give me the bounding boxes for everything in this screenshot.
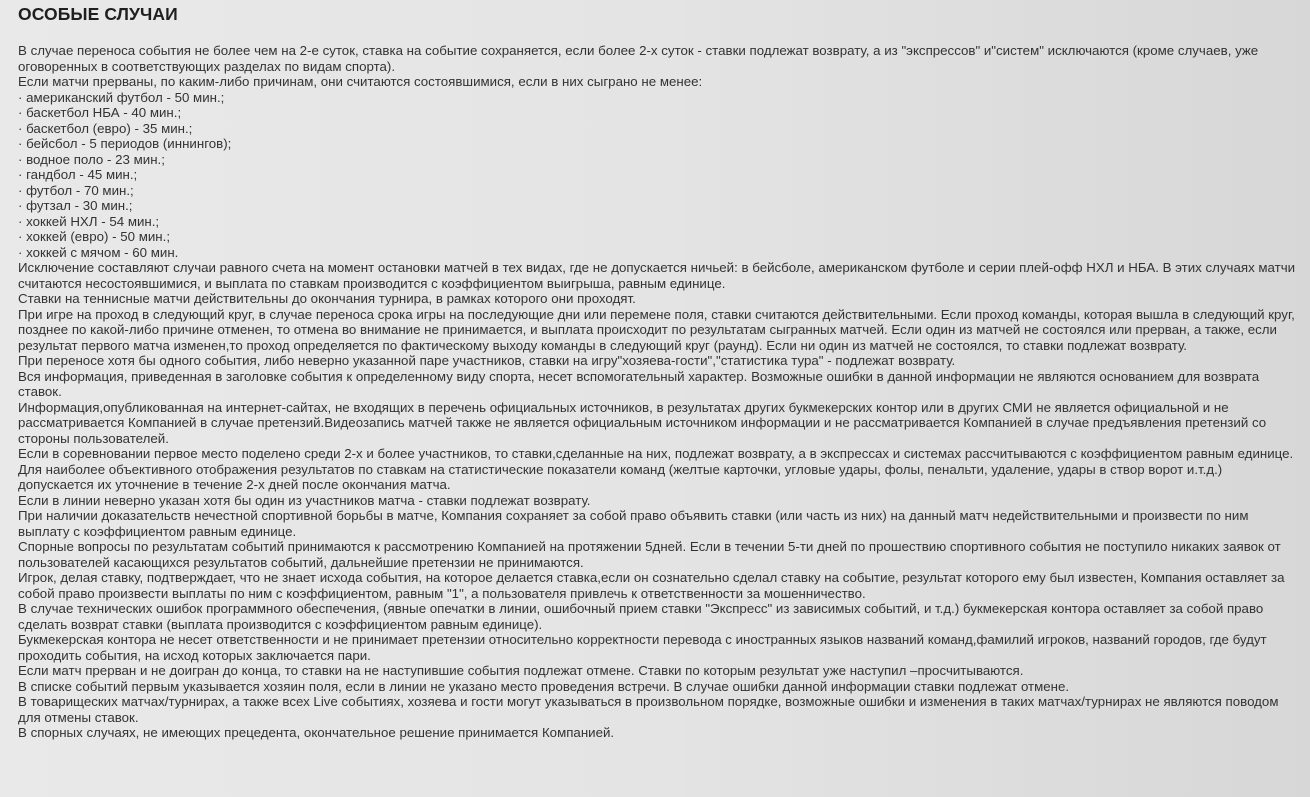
duration-item: · баскетбол (евро) - 35 мин.;: [18, 120, 193, 136]
intro-paragraph: В случае переноса события не более чем на 2-е суток, ставка на событие сохраняется, если более 2-х суток - ставки подлежат возврату, а из "экспрессов" и"систем" исключаются (кроме случаев, уже оговоренных в соответствующих разделах по видам спорта).: [18, 43, 1259, 74]
rule-paragraph: В товарищеских матчах/турнирах, а также всех Live событиях, хозяева и гости могут указываться в произвольном порядке, возможные ошибки и изменения в таких матчах/турнирах не являются поводом для отмены ставок.: [18, 694, 1279, 725]
duration-item: · водное поло - 23 мин.;: [18, 151, 165, 167]
rule-paragraph: При переносе хотя бы одного события, либо неверно указанной паре участников, ставки на игру"хозяева-гости","статистика тура" - подлежат возврату.: [18, 353, 956, 368]
rule-paragraph: При игре на проход в следующий круг, в случае переноса срока игры на последующие дни или перемене поля, ставки считаются действительными. Если проход команды, которая вышла в следующий круг, позднее по какой-либо причине отменен, то отмена во внимание не принимается, и выплата происходит по результатам сыгранных матчей. Если один из матчей не состоялся или прерван, а также, если результат первого матча изменен,то проход определяется по фактическому выходу команды в следующий круг (раунд). Если ни один из матчей не состоялся, то ставки подлежат возврату.: [18, 306, 1295, 353]
duration-item: · хоккей (евро) - 50 мин.;: [18, 229, 171, 244]
duration-item: · хоккей НХЛ - 54 мин.;: [18, 213, 160, 229]
rule-paragraph: Игрок, делая ставку, подтверждает, что не знает исхода события, на которое делается ставка,если он сознательно сделал ставку на событие, результат которого ему был известен, Компания оставляет за собой право произвести выплаты по ним с коэффициентом, равным "1", а пользователя привлечь к ответственности за мошенничество.: [18, 570, 1285, 601]
intro-paragraph: Если матчи прерваны, по каким-либо причинам, они считаются состоявшимися, если в них сыграно не менее:: [18, 74, 703, 89]
rule-paragraph: Ставки на теннисные матчи действительны до окончания турнира, в рамках которого они проходят.: [18, 291, 636, 306]
rule-paragraph: В случае технических ошибок программного обеспечения, (явные опечатки в линии, ошибочный прием ставки "Экспресс" из зависимых событий, и т.д.) букмекерская контора оставляет за собой право сделать возврат ставки (выплата производится с коэффициентом равным единице).: [18, 601, 1264, 632]
duration-item: · бейсбол - 5 периодов (иннингов);: [18, 136, 232, 151]
duration-item: · хоккей с мячом - 60 мин.: [18, 244, 179, 260]
rule-paragraph: При наличии доказательств нечестной спортивной борьбы в матче, Компания сохраняет за собой право объявить ставки (или часть из них) на данный матч недействительными и произвести по ним выплату с коэффициентом равным единице.: [18, 508, 1249, 539]
duration-item: · американский футбол - 50 мин.;: [18, 89, 225, 105]
rules-text: [18, 43, 1296, 741]
rule-paragraph: Вся информация, приведенная в заголовке события к определенному виду спорта, несет вспомогательный характер. Возможные ошибки в данной информации не являются основанием для возврата ставок.: [18, 368, 1260, 399]
duration-item: · футзал - 30 мин.;: [18, 198, 133, 213]
rule-paragraph: Если в соревновании первое место поделено среди 2-х и более участников, то ставки,сделанные на них, подлежат возврату, а в экспрессах и системах рассчитываются с коэффициентом равным единице.: [18, 446, 1294, 461]
rule-paragraph: Исключение составляют случаи равного счета на момент остановки матчей в тех видах, где не допускается ничьей: в бейсболе, американском футболе и серии плей-офф НХЛ и НБА. В этих случаях матчи считаются несостоявшимися, и выплата по ставкам производится с коэффициентом выигрыша, равным единице.: [18, 260, 1296, 291]
rule-paragraph: Спорные вопросы по результатам событий принимаются к рассмотрению Компанией на протяжении 5дней. Если в течении 5-ти дней по прошествию спортивного события не поступило никаких заявок от пользователей касающихся результатов событий, дальнейшие претензии не принимаются.: [18, 539, 1281, 570]
rule-paragraph: Если матч прерван и не доигран до конца, то ставки на не наступившие события подлежат отмене. Ставки по которым результат уже наступил –просчитываются.: [18, 663, 1024, 678]
duration-item: · баскетбол НБА - 40 мин.;: [18, 105, 182, 120]
duration-item: · футбол - 70 мин.;: [18, 182, 134, 198]
rule-paragraph: В списке событий первым указывается хозяин поля, если в линии не указано место проведения встречи. В случае ошибки данной информации ставки подлежат отмене.: [18, 678, 1070, 694]
rule-paragraph: Информация,опубликованная на интернет-сайтах, не входящих в перечень официальных источников, в результатах других букмекерских контор или в других СМИ не является официальной и не рассматривается Компанией в случае претензий.Видеозапись матчей также не является официальным источником информации и не рассматривается Компанией в случае предъявления претензий со стороны пользователей.: [18, 399, 1267, 446]
rule-paragraph: Букмекерская контора не несет ответственности и не принимает претензии относительно корректности перевода с иностранных языков названий команд,фамилий игроков, названий городов, где будут проходить события, на исход которых заключается пари.: [18, 632, 1267, 663]
rule-paragraph: В спорных случаях, не имеющих прецедента, окончательное решение принимается Компанией.: [18, 725, 615, 740]
page-title: ОСОБЫЕ СЛУЧАИ: [18, 4, 178, 24]
rule-paragraph: Для наиболее объективного отображения результатов по ставкам на статистические показатели команд (желтые карточки, угловые удары, фолы, пенальти, удаление, удары в створ ворот и.т.д.) допускается их уточнение в течение 2-х дней после окончания матча.: [18, 461, 1223, 492]
duration-item: · гандбол - 45 мин.;: [18, 167, 138, 182]
rule-paragraph: Если в линии неверно указан хотя бы один из участников матча - ставки подлежат возврату.: [18, 492, 591, 508]
